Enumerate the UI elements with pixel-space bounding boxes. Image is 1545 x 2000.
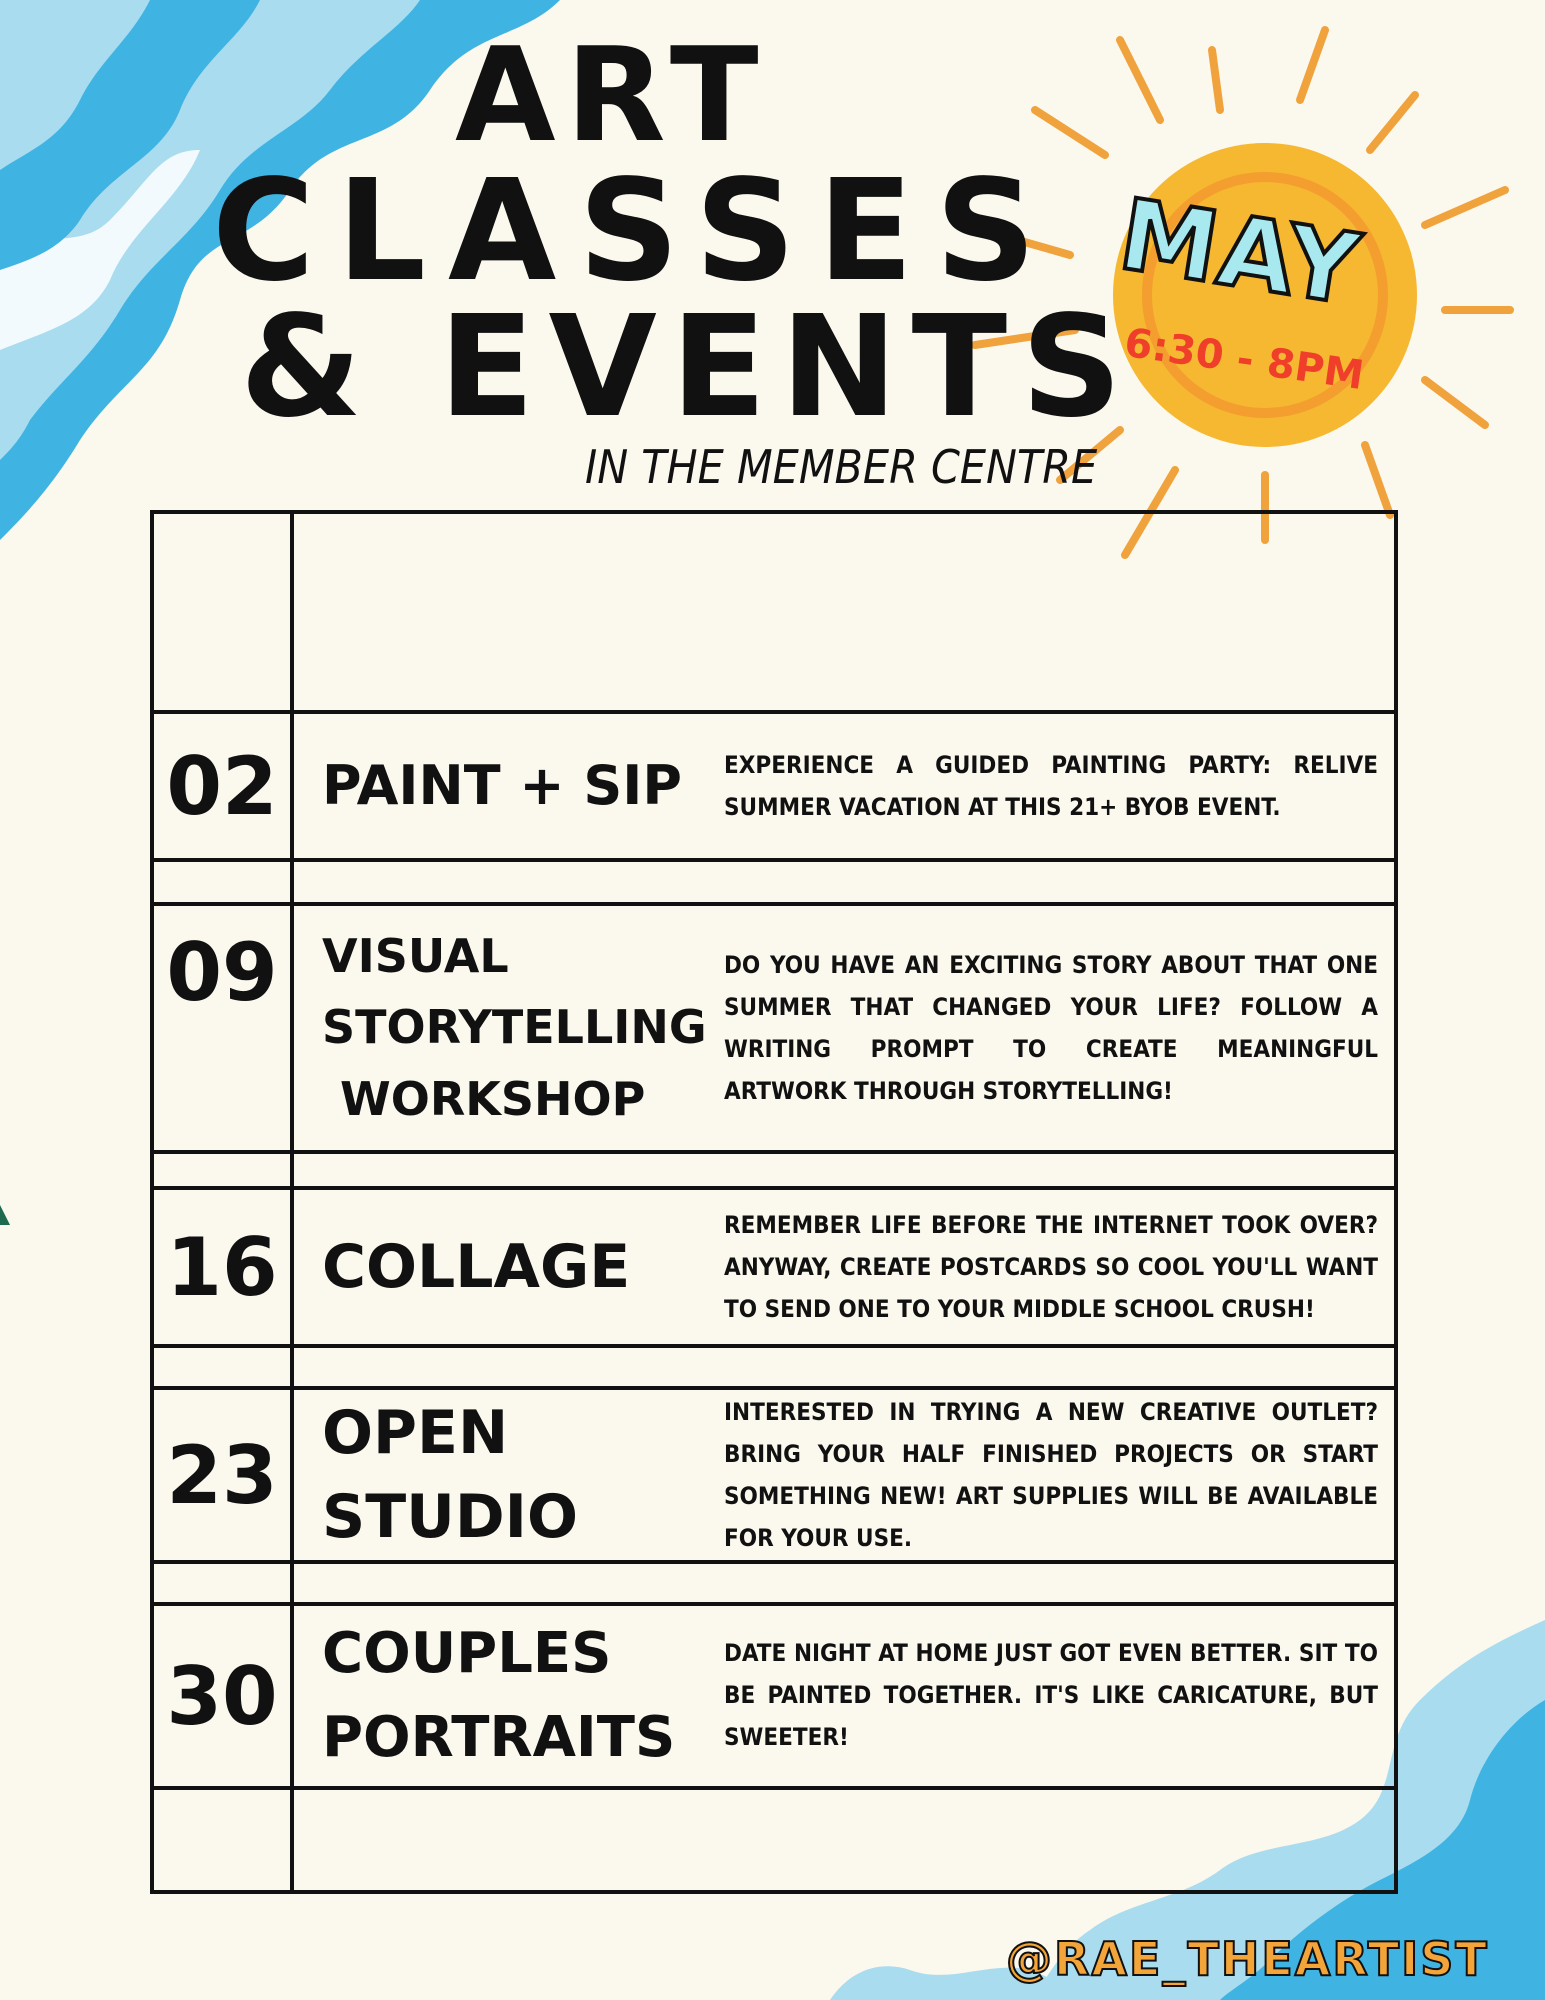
event-name-line: PAINT + SIP bbox=[322, 753, 682, 817]
event-description: INTERESTED IN TRYING A NEW CREATIVE OUTLET? BRING YOUR HALF FINISHED PROJECTS OR START SOMETHING NEW! ART SUPPLIES WILL BE AVAILABLE FOR YOUR USE. bbox=[724, 1398, 1378, 1552]
event-row bbox=[154, 1606, 1394, 1786]
event-day: 09 bbox=[166, 926, 278, 1019]
event-name bbox=[322, 1390, 702, 1560]
event-name bbox=[322, 1606, 702, 1786]
row-divider bbox=[154, 1786, 1394, 1790]
event-description: DATE NIGHT AT HOME JUST GOT EVEN BETTER. SIT TO BE PAINTED TOGETHER. IT'S LIKE CARICATURE, BUT SWEETER! bbox=[724, 1639, 1378, 1751]
event-name-line: VISUAL bbox=[322, 929, 509, 984]
row-divider bbox=[154, 1344, 1394, 1348]
event-name-line: COLLAGE bbox=[322, 1231, 631, 1302]
event-row bbox=[154, 1390, 1394, 1560]
title-line-1: ART bbox=[455, 19, 769, 171]
event-description: DO YOU HAVE AN EXCITING STORY ABOUT THAT ONE SUMMER THAT CHANGED YOUR LIFE? FOLLOW A WRITING PROMPT TO CREATE MEANINGFUL ARTWORK THROUGH STORYTELLING! bbox=[724, 951, 1378, 1105]
title-line-3: & EVENTS bbox=[240, 286, 1136, 449]
event-row bbox=[154, 714, 1394, 858]
event-day: 16 bbox=[166, 1220, 278, 1314]
event-description: REMEMBER LIFE BEFORE THE INTERNET TOOK OVER? ANYWAY, CREATE POSTCARDS SO COOL YOU'LL WANT TO SEND ONE TO YOUR MIDDLE SCHOOL CRUSH! bbox=[724, 1211, 1378, 1323]
schedule-table bbox=[150, 510, 1398, 1894]
subtitle: IN THE MEMBER CENTRE bbox=[585, 440, 1098, 494]
event-name-line: COUPLES bbox=[322, 1621, 612, 1686]
event-name-line: STORYTELLING bbox=[322, 1000, 707, 1055]
artist-handle: @RAE_THEARTIST bbox=[1006, 1932, 1489, 1986]
left-edge-mark bbox=[0, 1205, 10, 1225]
event-name-line: OPEN bbox=[322, 1398, 509, 1468]
event-name-line: WORKSHOP bbox=[340, 1071, 646, 1126]
event-day: 30 bbox=[166, 1649, 278, 1743]
event-name bbox=[322, 714, 702, 858]
badge-month: MAY bbox=[1112, 178, 1368, 329]
badge-time: 6:30 - 8PM bbox=[1121, 320, 1367, 400]
event-name bbox=[322, 906, 707, 1150]
event-name-line: STUDIO bbox=[322, 1482, 578, 1552]
event-row bbox=[154, 906, 1394, 1150]
event-name bbox=[322, 1190, 702, 1344]
event-description: EXPERIENCE A GUIDED PAINTING PARTY: RELIVE SUMMER VACATION AT THIS 21+ BYOB EVENT. bbox=[724, 751, 1378, 821]
row-divider bbox=[154, 858, 1394, 862]
event-name-line: PORTRAITS bbox=[322, 1705, 676, 1770]
title-line-2: CLASSES bbox=[212, 150, 1059, 313]
event-day: 02 bbox=[166, 739, 278, 833]
event-row bbox=[154, 1190, 1394, 1344]
event-day: 23 bbox=[166, 1428, 278, 1522]
row-divider bbox=[154, 1150, 1394, 1154]
row-divider bbox=[154, 1560, 1394, 1564]
